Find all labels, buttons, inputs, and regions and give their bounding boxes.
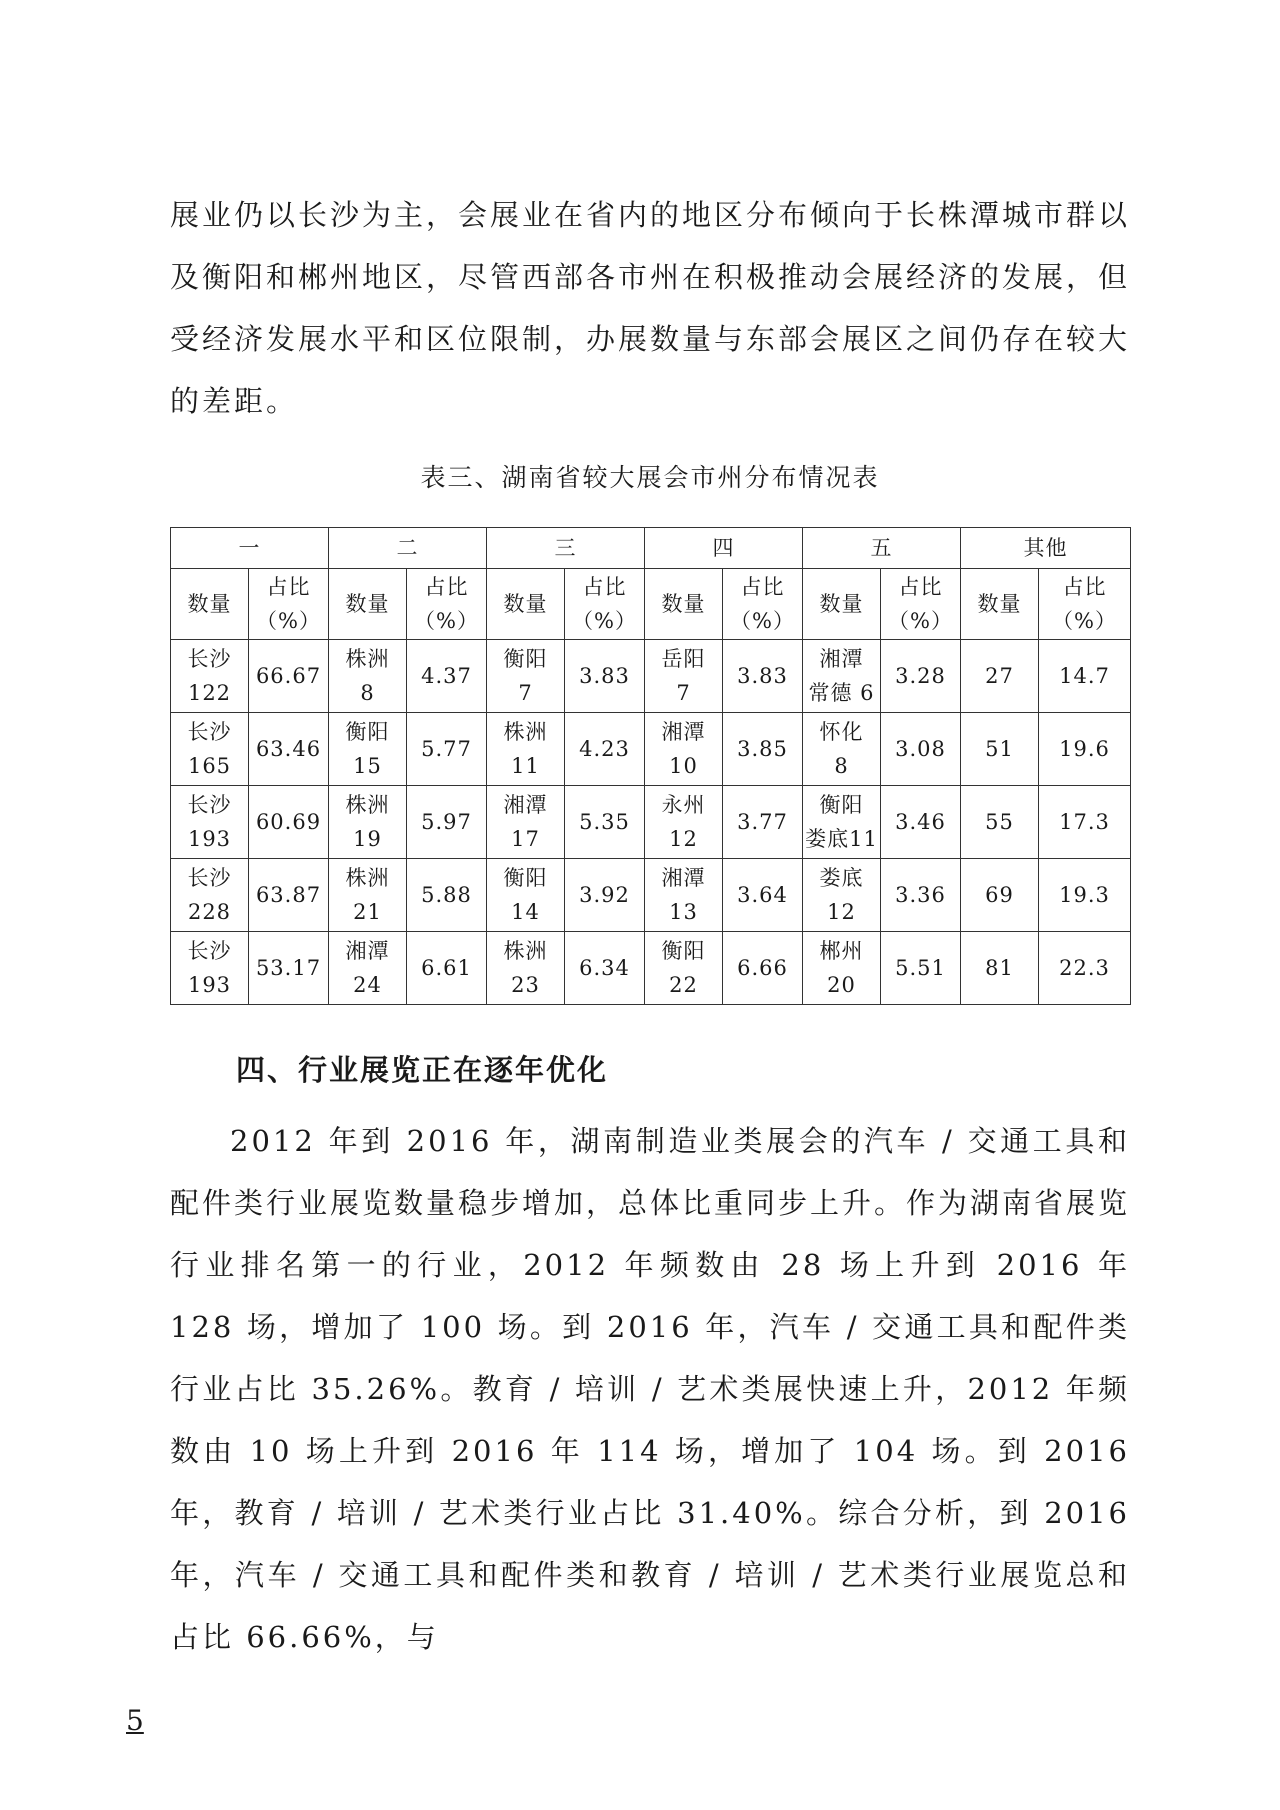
table-cell: 81: [961, 932, 1039, 1005]
table-cell: 6.34: [565, 932, 645, 1005]
table-cell: [329, 859, 407, 932]
count-header: 数量: [487, 569, 565, 640]
table-cell: 5.77: [407, 713, 487, 786]
pct-header-line: 占比: [424, 575, 469, 599]
count-header: 数量: [329, 569, 407, 640]
cell-line: 湘潭: [661, 866, 706, 890]
table-cell: 3.77: [723, 786, 803, 859]
paragraph-top: 展业仍以长沙为主，会展业在省内的地区分布倾向于长株潭城市群以及衡阳和郴州地区，尽管西部各市州在积极推动会展经济的发展，但受经济发展水平和区位限制，办展数量与东部会展区之间仍存在较大的差距。: [170, 198, 1131, 418]
cell-line: 衡阳: [345, 720, 390, 744]
cell-line: 娄底11: [805, 827, 878, 851]
cell-line: 19: [353, 827, 382, 851]
group-header: 四: [645, 528, 803, 569]
cell-line: 8: [834, 754, 849, 778]
table-row: [171, 786, 1131, 859]
cell-line: 15: [353, 754, 382, 778]
pct-header-unit: （%）: [1052, 609, 1117, 633]
cell-line: 常德 6: [808, 681, 875, 705]
table-cell: 5.97: [407, 786, 487, 859]
pct-header-line: 占比: [740, 575, 785, 599]
pct-header-unit: （%）: [572, 609, 637, 633]
cell-line: 衡阳: [503, 866, 548, 890]
pct-header: [723, 569, 803, 640]
cell-line: 株洲: [345, 647, 390, 671]
pct-header-unit: （%）: [256, 609, 321, 633]
table-cell: 3.28: [881, 640, 961, 713]
table-cell: [171, 859, 249, 932]
cell-line: 13: [669, 900, 698, 924]
table-cell: 60.69: [249, 786, 329, 859]
cell-line: 7: [518, 681, 533, 705]
table-cell: 27: [961, 640, 1039, 713]
cell-line: 长沙: [187, 866, 232, 890]
pct-header: [1039, 569, 1131, 640]
group-header: 五: [803, 528, 961, 569]
cell-line: 12: [669, 827, 698, 851]
cell-line: 株洲: [345, 793, 390, 817]
table-row: [171, 932, 1131, 1005]
table-cell: [645, 640, 723, 713]
cell-line: 14: [511, 900, 540, 924]
cell-line: 衡阳: [819, 793, 864, 817]
cell-line: 湘潭: [503, 793, 548, 817]
cell-line: 衡阳: [503, 647, 548, 671]
count-header: 数量: [171, 569, 249, 640]
table-cell: 5.35: [565, 786, 645, 859]
distribution-table: [170, 527, 1131, 1005]
pct-header: [407, 569, 487, 640]
table-cell: [171, 713, 249, 786]
table-cell: 5.51: [881, 932, 961, 1005]
table-cell: 55: [961, 786, 1039, 859]
table-cell: [171, 786, 249, 859]
cell-line: 长沙: [187, 793, 232, 817]
cell-line: 23: [511, 973, 540, 997]
cell-line: 岳阳: [661, 647, 706, 671]
cell-line: 湘潭: [345, 939, 390, 963]
cell-line: 193: [187, 973, 232, 997]
table-cell: 3.64: [723, 859, 803, 932]
cell-line: 165: [187, 754, 232, 778]
cell-line: 10: [669, 754, 698, 778]
table-cell: [803, 713, 881, 786]
pct-header-unit: （%）: [414, 609, 479, 633]
table-row: [171, 640, 1131, 713]
table-cell: [329, 640, 407, 713]
table-cell: [645, 859, 723, 932]
table-cell: 19.3: [1039, 859, 1131, 932]
pct-header: [565, 569, 645, 640]
pct-header-unit: （%）: [730, 609, 795, 633]
cell-line: 122: [187, 681, 232, 705]
table-cell: [487, 713, 565, 786]
group-header: 三: [487, 528, 645, 569]
cell-line: 8: [360, 681, 375, 705]
table-row: [171, 713, 1131, 786]
table-cell: [645, 932, 723, 1005]
table-cell: [171, 932, 249, 1005]
table-cell: [645, 786, 723, 859]
pct-header-line: 占比: [898, 575, 943, 599]
table-cell: 14.7: [1039, 640, 1131, 713]
cell-line: 娄底: [819, 866, 864, 890]
group-header: 一: [171, 528, 329, 569]
table-cell: [487, 859, 565, 932]
cell-line: 长沙: [187, 939, 232, 963]
cell-line: 11: [511, 754, 540, 778]
table-cell: [329, 932, 407, 1005]
table-cell: [645, 713, 723, 786]
cell-line: 228: [187, 900, 232, 924]
section-heading: 四、行业展览正在逐年优化: [236, 1053, 609, 1087]
pct-header-unit: （%）: [888, 609, 953, 633]
table-cell: 66.67: [249, 640, 329, 713]
table-cell: 63.46: [249, 713, 329, 786]
table-cell: 3.08: [881, 713, 961, 786]
table-cell: 53.17: [249, 932, 329, 1005]
table-cell: 3.83: [565, 640, 645, 713]
table-cell: 17.3: [1039, 786, 1131, 859]
cell-line: 衡阳: [661, 939, 706, 963]
table-cell: 63.87: [249, 859, 329, 932]
cell-line: 24: [353, 973, 382, 997]
cell-line: 郴州: [819, 939, 864, 963]
table-cell: 5.88: [407, 859, 487, 932]
table-cell: 3.46: [881, 786, 961, 859]
group-header: 其他: [961, 528, 1131, 569]
cell-line: 株洲: [345, 866, 390, 890]
table-cell: 6.66: [723, 932, 803, 1005]
cell-line: 湘潭: [819, 647, 864, 671]
group-header: 二: [329, 528, 487, 569]
pct-header-line: 占比: [266, 575, 311, 599]
table-caption: 表三、湖南省较大展会市州分布情况表: [420, 463, 880, 492]
cell-line: 7: [676, 681, 691, 705]
cell-line: 193: [187, 827, 232, 851]
cell-line: 株洲: [503, 720, 548, 744]
cell-line: 长沙: [187, 647, 232, 671]
table-cell: [487, 932, 565, 1005]
cell-line: 22: [669, 973, 698, 997]
cell-line: 怀化: [819, 720, 864, 744]
table-cell: 4.37: [407, 640, 487, 713]
count-header: 数量: [803, 569, 881, 640]
pct-header-line: 占比: [1062, 575, 1107, 599]
table-cell: [329, 786, 407, 859]
cell-line: 长沙: [187, 720, 232, 744]
page-number: 5: [126, 1704, 144, 1737]
cell-line: 湘潭: [661, 720, 706, 744]
cell-line: 株洲: [503, 939, 548, 963]
table-cell: [803, 859, 881, 932]
table-cell: 4.23: [565, 713, 645, 786]
table-cell: [803, 640, 881, 713]
pct-header: [881, 569, 961, 640]
table-row: [171, 859, 1131, 932]
table-cell: [171, 640, 249, 713]
count-header: 数量: [961, 569, 1039, 640]
cell-line: 12: [827, 900, 856, 924]
cell-line: 17: [511, 827, 540, 851]
paragraph-bottom: 2012 年到 2016 年，湖南制造业类展会的汽车 / 交通工具和配件类行业展览数量稳步增加，总体比重同步上升。作为湖南省展览行业排名第一的行业，2012 年频数由 28 场上升到 2016 年 128 场，增加了 100 场。到 2016 年，汽车 / 交通工具和配件类行业占比 35.26%。教育 / 培训 / 艺术类展快速上升，2012 年频数由 10 场上升到 2016 年 114 场，增加了 104 场。到 2016 年，教育 / 培训 / 艺术类行业占比 31.40%。综合分析，到 2016 年，汽车 / 交通工具和配件类和教育 / 培训 / 艺术类行业展览总和占比 66.66%，与: [170, 1124, 1131, 1654]
table-cell: 51: [961, 713, 1039, 786]
table-cell: [329, 713, 407, 786]
table-cell: 3.36: [881, 859, 961, 932]
table-cell: 3.83: [723, 640, 803, 713]
table-cell: 69: [961, 859, 1039, 932]
cell-line: 永州: [661, 793, 706, 817]
table-cell: [487, 640, 565, 713]
table-cell: [803, 786, 881, 859]
table-cell: 3.85: [723, 713, 803, 786]
count-header: 数量: [645, 569, 723, 640]
table-cell: 3.92: [565, 859, 645, 932]
table-cell: 6.61: [407, 932, 487, 1005]
pct-header-line: 占比: [582, 575, 627, 599]
table-cell: 22.3: [1039, 932, 1131, 1005]
cell-line: 20: [827, 973, 856, 997]
table-cell: 19.6: [1039, 713, 1131, 786]
pct-header: [249, 569, 329, 640]
table-cell: [487, 786, 565, 859]
cell-line: 21: [353, 900, 382, 924]
table-cell: [803, 932, 881, 1005]
